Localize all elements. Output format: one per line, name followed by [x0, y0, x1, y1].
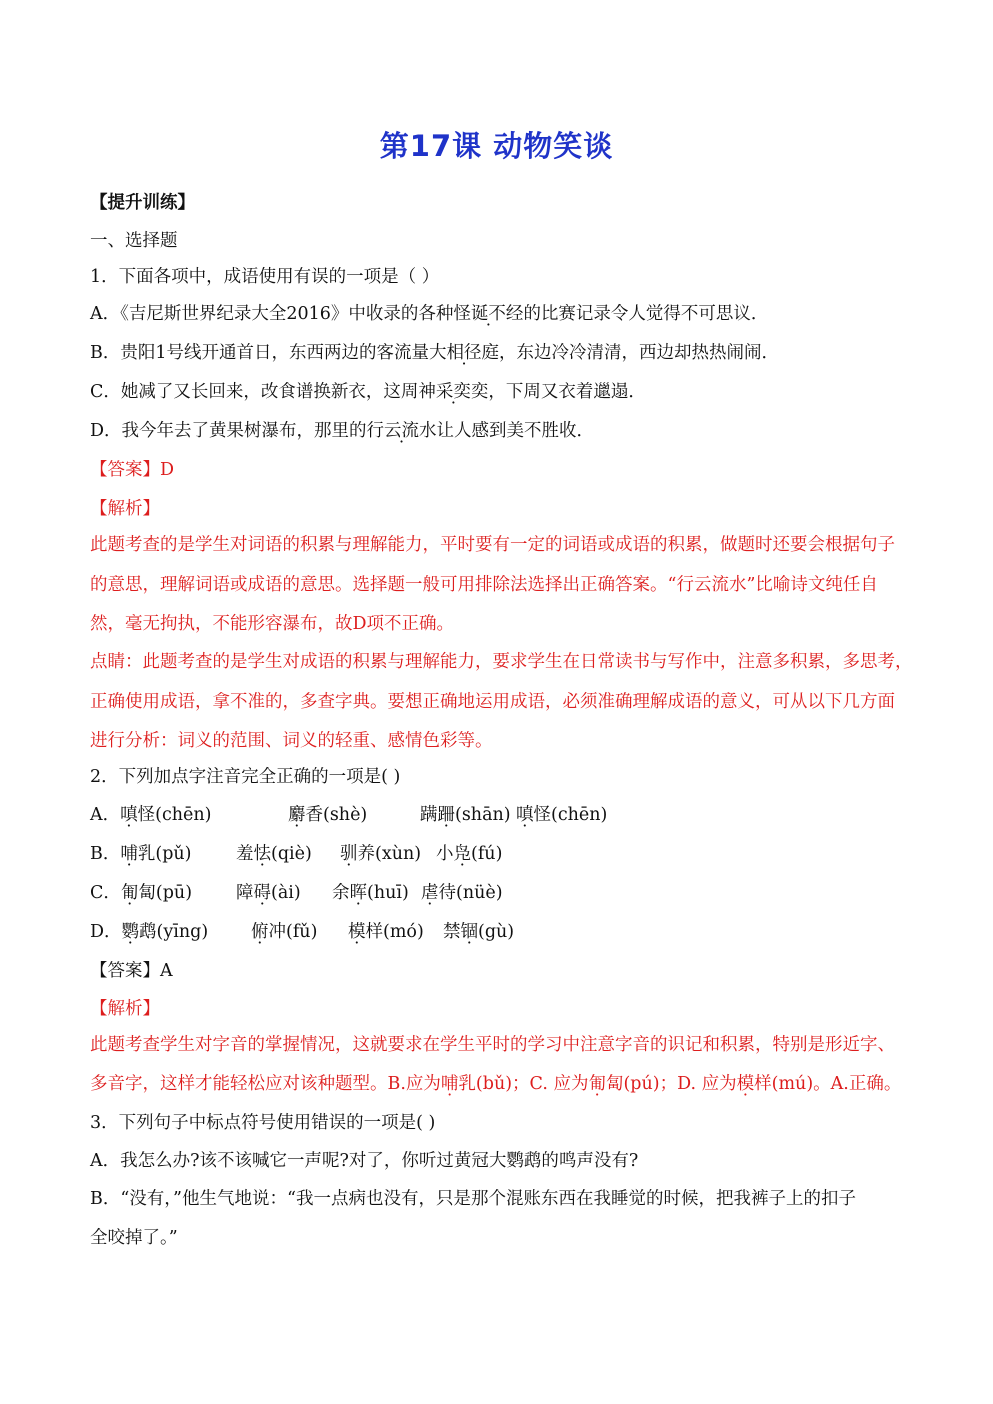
question-1-tip-line: 正确使用成语，拿不准的，多查字典。要想正确地运用成语，必须准确理解成语的意义，可从以下几方面	[90, 692, 895, 712]
question-2-option-a: A．嗔怪(chēn) 麝香(shè) 蹒跚(shān) 嗔怪(chēn)	[90, 805, 608, 825]
question-3-option-b-continued: 全咬掉了。”	[90, 1228, 178, 1248]
question-1-analysis-label: 【解析】	[90, 499, 160, 519]
question-1-tip-line: 点睛：此题考查的是学生对成语的积累与理解能力，要求学生在日常读书与写作中，注意多积累，多思考，	[90, 652, 913, 672]
question-2-option-b: B．哺乳(pǔ) 羞怯(qiè) 驯养(xùn) 小凫(fú)	[90, 844, 503, 864]
question-1-tip-line: 进行分析：词义的范围、词义的轻重、感情色彩等。	[90, 731, 493, 751]
question-1-answer: 【答案】D	[90, 460, 175, 480]
question-1-analysis-line: 然，毫无拘执，不能形容瀑布，故D项不正确。	[90, 614, 455, 634]
question-2-analysis-line: 此题考查学生对字音的掌握情况，这就要求在学生平时的学习中注意字音的识记和积累，特别是形近字、	[90, 1035, 895, 1055]
dotted-idiom: 行云流水	[366, 421, 437, 441]
question-2-analysis-line: 多音字，这样才能轻松应对该种题型。B.应为哺乳(bǔ)；C. 应为匍匐(pú)；D. 应为模样(mú)。A.正确。	[90, 1074, 902, 1094]
dotted-idiom: 神采奕奕	[418, 382, 489, 402]
dotted-idiom: 怪诞不经	[453, 304, 524, 324]
question-1-option-a: A．《吉尼斯世界纪录大全2016》中收录的各种怪诞不经的比赛记录令人觉得不可思议．	[90, 304, 769, 324]
question-3-option-a: A．我怎么办?该不该喊它一声呢?对了，你听过黄冠大鹦鹉的鸣声没有?	[90, 1151, 639, 1171]
question-3-option-b: B．“没有，”他生气地说：“我一点病也没有，只是那个混账东西在我睡觉的时候，把我裤子上的扣子	[90, 1189, 856, 1209]
question-2-answer: 【答案】A	[90, 961, 173, 981]
question-1-option-b: B．贵阳1号线开通首日，东西两边的客流量大相径庭，东边冷冷清清，西边却热热闹闹．	[90, 343, 779, 363]
question-1-analysis-line: 此题考查的是学生对词语的积累与理解能力，平时要有一定的词语或成语的积累，做题时还要会根据句子	[90, 535, 895, 555]
page-title: 第17课 动物笑谈	[379, 129, 614, 163]
section-header: 【提升训练】	[90, 193, 195, 213]
question-3-stem: 3．下列句子中标点符号使用错误的一项是( )	[90, 1113, 436, 1133]
question-2-stem: 2．下列加点字注音完全正确的一项是( )	[90, 767, 401, 787]
question-1-analysis-line: 的意思，理解词语或成语的意思。选择题一般可用排除法选择出正确答案。“行云流水”比喻诗文纯任自	[90, 575, 878, 595]
question-1-option-d: D．我今年去了黄果树瀑布，那里的行云流水让人感到美不胜收．	[90, 421, 595, 441]
question-1-stem: 1．下面各项中，成语使用有误的一项是（ ）	[90, 267, 440, 287]
question-2-option-d: D．鹦鹉(yīng) 俯冲(fǔ) 模样(mó) 禁锢(gù)	[90, 922, 515, 942]
question-1-option-c: C．她减了又长回来，改食谱换新衣，这周神采奕奕，下周又衣着邋遢．	[90, 382, 646, 402]
question-2-analysis-label: 【解析】	[90, 999, 160, 1019]
question-2-option-c: C．匍匐(pū) 障碍(ài) 余晖(huī) 虐待(nüè)	[90, 883, 503, 903]
dotted-idiom: 大相径庭	[429, 343, 499, 363]
part-heading: 一、选择题	[90, 231, 178, 251]
